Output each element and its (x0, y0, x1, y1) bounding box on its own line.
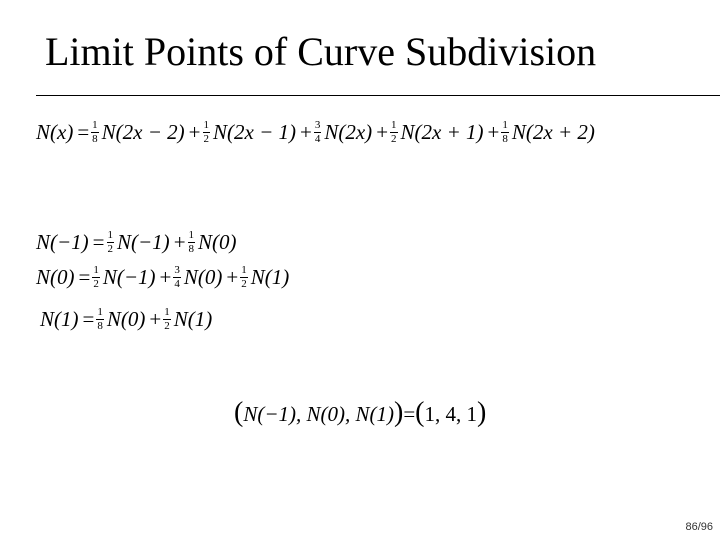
fraction-numerator: 1 (391, 119, 397, 131)
slide-title: Limit Points of Curve Subdivision (45, 29, 597, 74)
eq-0-term-0-sign: = (78, 265, 91, 289)
fraction-numerator: 3 (314, 119, 321, 131)
main-term-4-fraction (501, 120, 509, 145)
main-term-0-fraction (91, 120, 99, 145)
main-term-0-sign: = (77, 120, 90, 144)
title-divider (36, 95, 720, 96)
main-term-1-sign: + (188, 120, 201, 144)
fraction-denominator: 4 (174, 278, 180, 290)
main-term-2-sign: + (300, 120, 312, 144)
main-term-4-arg: N(2x + 2) (511, 120, 595, 144)
fraction-numerator: 1 (107, 229, 114, 241)
open-paren-right: ( (415, 397, 425, 428)
fraction-denominator: 2 (203, 133, 210, 145)
fraction-denominator: 2 (107, 243, 114, 255)
result-rhs: 1, 4, 1 (424, 401, 477, 426)
close-paren-right: ) (476, 397, 487, 428)
result-equals: = (403, 401, 416, 426)
result-equation (234, 397, 487, 428)
fraction-denominator: 2 (164, 320, 170, 332)
eq-0-term-1-sign: + (159, 265, 172, 289)
close-paren-left: ) (393, 397, 404, 428)
main-term-4-sign: + (487, 120, 500, 144)
fraction-denominator: 8 (502, 133, 508, 145)
fraction-numerator: 1 (164, 306, 170, 318)
fraction-denominator: 8 (188, 243, 195, 255)
fraction-denominator: 2 (93, 278, 99, 290)
page-number: 86/96 (685, 521, 713, 533)
eq-m1-term-1-arg: N(0) (198, 230, 237, 254)
main-term-3-sign: + (376, 120, 389, 144)
eq-0-term-0-fraction (92, 265, 100, 290)
fraction-numerator: 1 (241, 264, 247, 276)
fraction-numerator: 1 (203, 119, 210, 131)
fraction-numerator: 1 (502, 119, 508, 131)
eq-0-term-2-sign: + (226, 265, 239, 289)
open-paren-left: ( (234, 397, 244, 428)
main-equation (36, 120, 595, 145)
main-term-2-fraction (314, 120, 322, 145)
main-term-3-fraction (390, 120, 398, 145)
fraction-numerator: 3 (174, 264, 180, 276)
equation-n-0 (36, 265, 289, 290)
eq-1-term-1-fraction (163, 307, 171, 332)
eq-m1-term-1-sign: + (173, 230, 186, 254)
eq-0-lhs: N(0) (36, 265, 75, 289)
eq-0-term-2-fraction (240, 265, 248, 290)
eq-0-term-2-arg: N(1) (250, 265, 290, 289)
main-term-2-arg: N(2x) (324, 120, 373, 144)
main-equation-lhs: N(x) (36, 120, 74, 144)
eq-0-term-0-arg: N(−1) (102, 265, 156, 289)
fraction-numerator: 1 (97, 306, 103, 318)
fraction-denominator: 4 (314, 133, 321, 145)
eq-1-term-0-arg: N(0) (106, 307, 146, 331)
main-term-1-arg: N(2x − 1) (213, 120, 297, 144)
eq-1-term-0-fraction (96, 307, 104, 332)
eq-m1-term-1-fraction (188, 230, 196, 255)
eq-1-term-1-sign: + (149, 307, 162, 331)
equation-n-1 (40, 307, 212, 332)
main-term-3-arg: N(2x + 1) (400, 120, 484, 144)
fraction-numerator: 1 (92, 119, 98, 131)
fraction-denominator: 8 (92, 133, 98, 145)
eq-0-term-1-fraction (173, 265, 181, 290)
result-lhs: N(−1), N(0), N(1) (243, 401, 394, 426)
main-term-1-fraction (203, 120, 211, 145)
eq-0-term-1-arg: N(0) (183, 265, 223, 289)
eq-1-lhs: N(1) (40, 307, 79, 331)
eq-m1-term-0-sign: = (92, 230, 105, 254)
main-term-0-arg: N(2x − 2) (101, 120, 185, 144)
fraction-denominator: 2 (391, 133, 397, 145)
eq-1-term-1-arg: N(1) (173, 307, 213, 331)
fraction-denominator: 8 (97, 320, 103, 332)
fraction-numerator: 1 (188, 229, 195, 241)
eq-1-term-0-sign: = (82, 307, 95, 331)
eq-m1-lhs: N(−1) (36, 230, 89, 254)
eq-m1-term-0-fraction (107, 230, 115, 255)
equation-n-minus-1 (36, 230, 237, 255)
fraction-denominator: 2 (241, 278, 247, 290)
eq-m1-term-0-arg: N(−1) (117, 230, 170, 254)
fraction-numerator: 1 (93, 264, 99, 276)
